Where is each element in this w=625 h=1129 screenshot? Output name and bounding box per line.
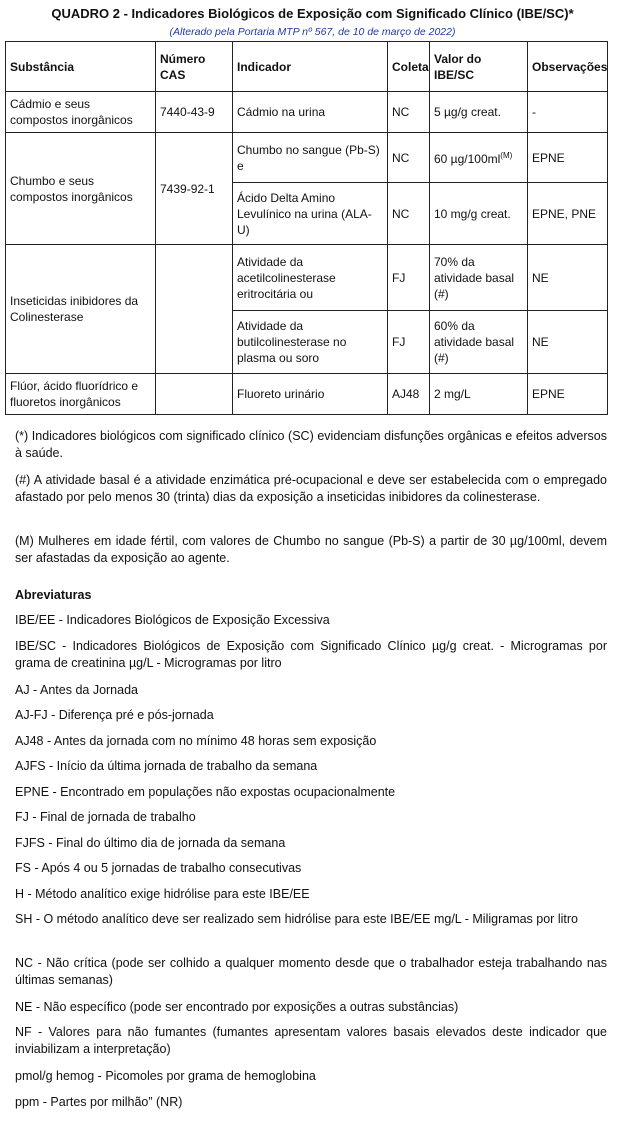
cell-cas bbox=[156, 245, 233, 374]
abbreviation-item: FJFS - Final do último dia de jornada da semana bbox=[15, 836, 286, 850]
abbreviation-item: EPNE - Encontrado em populações não expostas ocupacionalmente bbox=[15, 785, 396, 799]
table-row bbox=[6, 92, 608, 133]
table-header-row bbox=[6, 42, 608, 92]
cell-obs: NE bbox=[528, 245, 608, 311]
cell-cas bbox=[156, 374, 233, 415]
header-coleta: Coleta bbox=[388, 42, 430, 92]
cell-obs: EPNE bbox=[528, 133, 608, 183]
abbreviations-heading: Abreviaturas bbox=[15, 588, 92, 602]
cell-valor: 70% da atividade basal (#) bbox=[430, 245, 528, 311]
cell-indicador: Cádmio na urina bbox=[233, 92, 388, 133]
abbreviation-item: AJ-FJ - Diferença pré e pós-jornada bbox=[15, 708, 214, 722]
header-valor: Valor do IBE/SC bbox=[430, 42, 528, 92]
table-row bbox=[6, 133, 608, 183]
cell-indicador: Chumbo no sangue (Pb-S) e bbox=[233, 133, 388, 183]
header-observacoes: Observações bbox=[528, 42, 608, 92]
abbreviation-item: SH - O método analítico deve ser realizado sem hidrólise para este IBE/EE mg/L - Miligramas por litro bbox=[15, 912, 578, 926]
cell-indicador: Ácido Delta Amino Levulínico na urina (ALA-U) bbox=[233, 183, 388, 245]
abbreviation-item: AJ48 - Antes da jornada com no mínimo 48 horas sem exposição bbox=[15, 734, 377, 748]
indicators-table bbox=[5, 41, 608, 415]
cell-valor: 10 mg/g creat. bbox=[430, 183, 528, 245]
note-basal: (#) A atividade basal é a atividade enzimática pré-ocupacional e deve ser estabelecida com o empregado afastado por pelo menos 30 (trinta) dias da exposição a inseticidas inibidores da colinesterase. bbox=[15, 473, 607, 504]
cell-coleta: FJ bbox=[388, 311, 430, 374]
cell-indicador: Fluoreto urinário bbox=[233, 374, 388, 415]
abbreviation-item: AJFS - Início da última jornada de trabalho da semana bbox=[15, 759, 318, 773]
cell-indicador: Atividade da butilcolinesterase no plasma ou soro bbox=[233, 311, 388, 374]
abbreviation-item: NC - Não crítica (pode ser colhido a qualquer momento desde que o trabalhador esteja trabalhando nas últimas semanas) bbox=[15, 956, 607, 987]
cell-obs: NE bbox=[528, 311, 608, 374]
cell-valor: 60 $\mu g/100ml^{(M)}$ bbox=[430, 133, 528, 183]
cell-coleta: FJ bbox=[388, 245, 430, 311]
table-row bbox=[6, 245, 608, 311]
header-numero-cas: Número CAS bbox=[156, 42, 233, 92]
table-row bbox=[6, 374, 608, 415]
cell-valor: 5 µg/g creat. bbox=[430, 92, 528, 133]
note-sc: (*) Indicadores biológicos com significado clínico (SC) evidenciam disfunções orgânicas e efeitos adversos à saúde. bbox=[15, 429, 607, 460]
cell-obs: - bbox=[528, 92, 608, 133]
cell-cas: 7440-43-9 bbox=[156, 92, 233, 133]
abbreviation-item: NE - Não específico (pode ser encontrado por exposições a outras substâncias) bbox=[15, 1000, 459, 1014]
header-substancia: Substância bbox=[6, 42, 156, 92]
cell-coleta: NC bbox=[388, 92, 430, 133]
note-women: (M) Mulheres em idade fértil, com valores de Chumbo no sangue (Pb-S) a partir de 30 µg/100ml, devem ser afastadas da exposição ao agente. bbox=[15, 534, 607, 565]
abbreviation-item: pmol/g hemog - Picomoles por grama de hemoglobina bbox=[15, 1069, 316, 1083]
abbreviation-item: AJ - Antes da Jornada bbox=[15, 683, 138, 697]
abbreviation-item: IBE/SC - Indicadores Biológicos de Exposição com Significado Clínico µg/g creat. - Microgramas por grama de creatinina µg/L - Microgramas por litro bbox=[15, 639, 607, 670]
cell-obs: EPNE bbox=[528, 374, 608, 415]
abbreviation-item: ppm - Partes por milhão” (NR) bbox=[15, 1095, 183, 1109]
document-title: QUADRO 2 - Indicadores Biológicos de Exposição com Significado Clínico (IBE/SC)* bbox=[51, 6, 574, 21]
cell-substancia: Cádmio e seus compostos inorgânicos bbox=[6, 92, 156, 133]
cell-indicador: Atividade da acetilcolinesterase eritrocitária ou bbox=[233, 245, 388, 311]
cell-coleta: AJ48 bbox=[388, 374, 430, 415]
cell-substancia: Inseticidas inibidores da Colinesterase bbox=[6, 245, 156, 374]
abbreviation-item: IBE/EE - Indicadores Biológicos de Exposição Excessiva bbox=[15, 613, 330, 627]
abbreviation-item: NF - Valores para não fumantes (fumantes apresentam valores basais elevados deste indicador que inviabilizam a interpretação) bbox=[15, 1025, 607, 1056]
cell-coleta: NC bbox=[388, 183, 430, 245]
abbreviation-item: H - Método analítico exige hidrólise para este IBE/EE bbox=[15, 887, 310, 901]
cell-valor: 60% da atividade basal (#) bbox=[430, 311, 528, 374]
cell-coleta: NC bbox=[388, 133, 430, 183]
cell-obs: EPNE, PNE bbox=[528, 183, 608, 245]
cell-valor: 2 mg/L bbox=[430, 374, 528, 415]
cell-substancia: Chumbo e seus compostos inorgânicos bbox=[6, 133, 156, 245]
abbreviation-item: FJ - Final de jornada de trabalho bbox=[15, 810, 196, 824]
cell-substancia: Flúor, ácido fluorídrico e fluoretos inorgânicos bbox=[6, 374, 156, 415]
cell-cas: 7439-92-1 bbox=[156, 133, 233, 245]
header-indicador: Indicador bbox=[233, 42, 388, 92]
abbreviation-item: FS - Após 4 ou 5 jornadas de trabalho consecutivas bbox=[15, 861, 302, 875]
document-subtitle: (Alterado pela Portaria MTP nº 567, de 10 de março de 2022) bbox=[169, 26, 456, 38]
